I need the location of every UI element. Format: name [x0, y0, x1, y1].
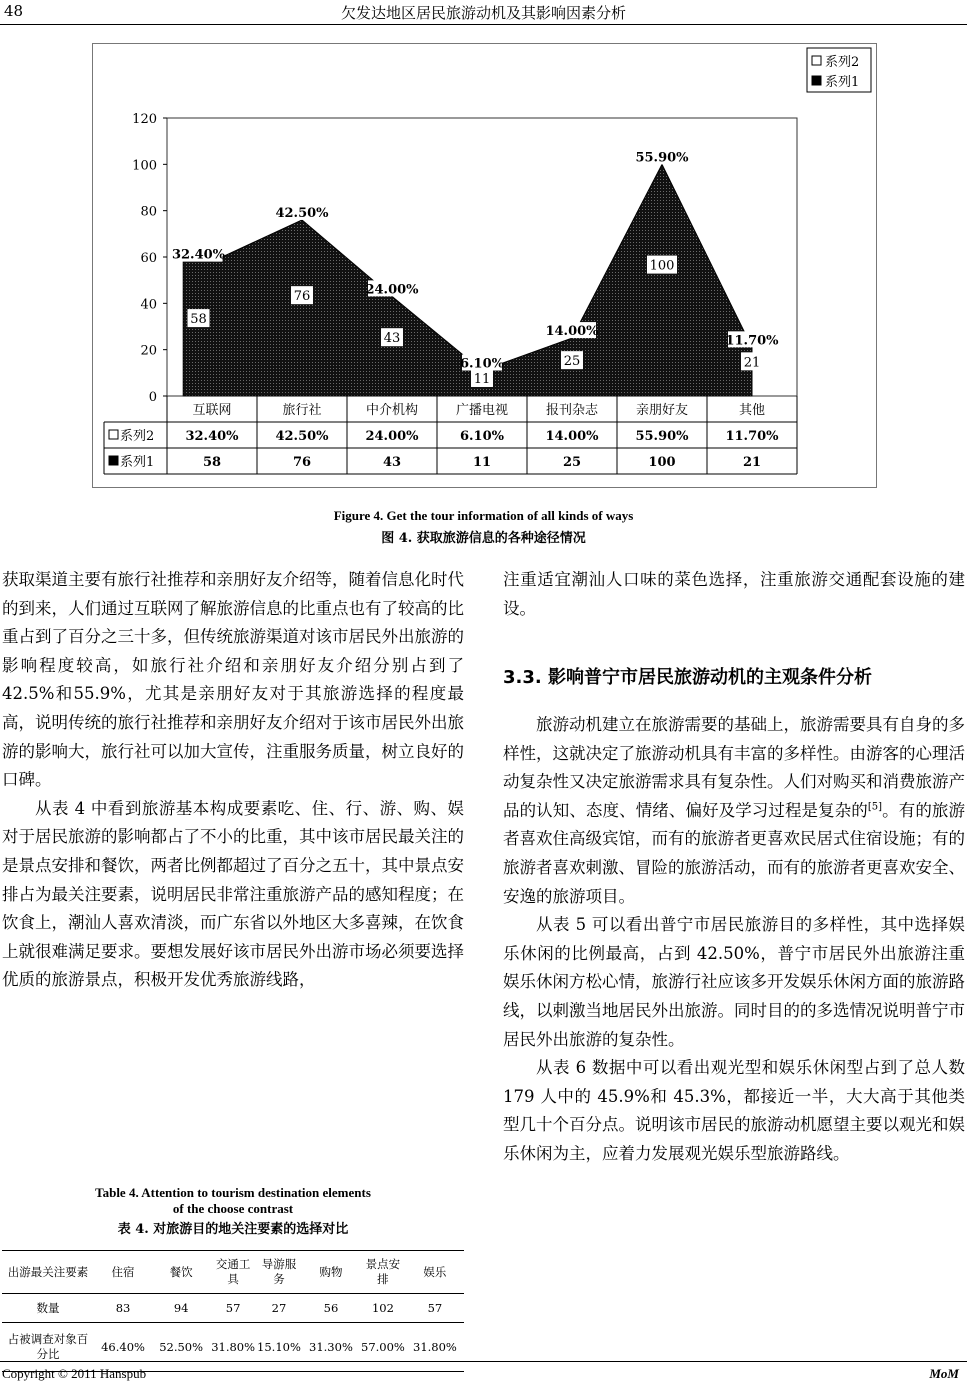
table-caption-en: of the choose contrast [172, 1201, 294, 1216]
paragraph [503, 711, 965, 911]
table-series-name: 系列2 [120, 429, 155, 444]
table-cell: 57.00% [360, 1323, 406, 1372]
section-heading: 3.3. 影响普宁市居民旅游动机的主观条件分析 [503, 667, 872, 688]
column-header: 出游最关注要素 [2, 1251, 94, 1294]
table-cell: 94 [152, 1294, 210, 1323]
data-label-series-2: 32.40% [171, 247, 226, 263]
table-cell: 15.10% [256, 1323, 302, 1372]
table-cell: 27 [256, 1294, 302, 1323]
table-cell: 52.50% [152, 1323, 210, 1372]
x-category-label: 互联网 [192, 403, 232, 418]
table-caption-en: Table 4. Attention to tourism destination elements [95, 1185, 371, 1200]
column-header: 导游服务 [256, 1251, 302, 1294]
y-tick-label: 80 [140, 204, 157, 220]
data-label-series-1: 43 [383, 331, 401, 347]
table-4 [2, 1250, 464, 1372]
x-category-label: 其他 [738, 403, 766, 418]
y-tick-label: 120 [132, 112, 157, 127]
paragraph: 注重适宜潮汕人口味的菜色选择，注重旅游交通配套设施的建设。 [503, 570, 965, 618]
paragraph: 从表 4 中看到旅游基本构成要素吃、住、行、游、购、娱对于居民旅游的影响都占了不小的比重，其中该市居民最关注的是景点安排和餐饮，两者比例都超过了百分之五十，其中景点安排占为最关注要素，说明居民非常注重旅游产品的感知程度；在饮食上，潮汕人喜欢清淡，而广东省以外地区大多喜辣，在饮食上就很难满足要求。要想发展好该市居民外出游市场必须要选择优质的旅游景点，积极开发优秀旅游线路， [2, 798, 464, 990]
table-value-series-1: 25 [562, 455, 582, 470]
data-label-series-1: 76 [293, 289, 311, 305]
data-label-series-1: 58 [190, 312, 207, 328]
legend-key-series-2 [812, 56, 821, 65]
table-value-series-2: 55.90% [635, 429, 689, 444]
table-value-series-2: 14.00% [545, 429, 599, 444]
table-cell: 57 [406, 1294, 464, 1323]
table-row [2, 1323, 464, 1372]
paragraph: 从表 6 数据中可以看出观光型和娱乐休闲型占到了总人数 179 人中的 45.9%和 45.3%，都接近一半，大大高于其他类型几十个百分点。说明该市居民的旅游动机愿望主要以观光和娱乐休闲为主，应着力发展观光娱乐型旅游路线。 [503, 1058, 965, 1163]
data-label-series-2: 24.00% [365, 282, 419, 298]
table-value-series-1: 100 [648, 455, 676, 470]
table-value-series-1: 43 [382, 455, 402, 470]
data-label-series-2: 55.90% [635, 150, 689, 166]
table-value-series-1: 11 [472, 455, 492, 470]
y-tick-label: 40 [140, 297, 157, 313]
data-label-series-1: 11 [473, 371, 491, 387]
y-tick-label: 100 [132, 158, 157, 174]
column-header: 娱乐 [406, 1251, 464, 1294]
data-label-series-2: 6.10% [459, 356, 505, 372]
table-value-series-2: 32.40% [185, 429, 239, 444]
figure-caption-en: Figure 4. Get the tour information of all kinds of ways [333, 508, 634, 523]
paragraph-text: 旅游动机建立在旅游需要的基础上，旅游需要具有自身的多样性，这就决定了旅游动机具有丰富的多样性。由游客的心理活动复杂性又决定旅游需求具有复杂性。人们对购买和消费旅游产品的认知、态度、情绪、偏好及学习过程是复杂的 [503, 715, 965, 820]
table-header-row [2, 1251, 464, 1294]
copyright: Copyright © 2011 Hanspub [2, 1366, 147, 1381]
y-tick-label: 0 [148, 390, 157, 405]
header-rule [0, 24, 967, 25]
table-value-series-1: 21 [742, 455, 762, 470]
x-category-label: 亲朋好友 [635, 403, 689, 418]
footer-rule [0, 1361, 967, 1362]
legend-key-series-1 [109, 456, 118, 465]
legend-key-series-2 [109, 430, 118, 439]
right-column [503, 711, 965, 1169]
figure-caption-zh: 图 4. 获取旅游信息的各种途径情况 [381, 531, 586, 546]
table-cell: 83 [94, 1294, 152, 1323]
column-header: 餐饮 [152, 1251, 210, 1294]
table-cell: 102 [360, 1294, 406, 1323]
table-cell: 46.40% [94, 1323, 152, 1372]
x-category-label: 报刊杂志 [545, 403, 599, 418]
x-category-label: 中介机构 [365, 403, 419, 418]
citation: [5] [867, 801, 883, 813]
table-cell: 31.30% [302, 1323, 360, 1372]
data-label-series-2: 14.00% [545, 324, 599, 340]
row-header: 占被调查对象百分比 [2, 1323, 94, 1372]
column-header: 景点安排 [360, 1251, 406, 1294]
right-column-continuation [503, 566, 965, 623]
column-header: 住宿 [94, 1251, 152, 1294]
legend-key-series-1 [812, 76, 821, 85]
figure-4-chart [92, 43, 877, 488]
data-label-series-2: 42.50% [275, 205, 329, 221]
page-number: 48 [4, 2, 24, 20]
row-header: 数量 [2, 1294, 94, 1323]
paragraph: 从表 5 可以看出普宁市居民旅游目的多样性，其中选择娱乐休闲的比例最高，占到 42.50%，普宁市居民外出旅游注重娱乐休闲方松心情，旅游行社应该多开发娱乐休闲方面的旅游路线，以刺激当地居民外出旅游。同时目的的多选情况说明普宁市居民外出旅游的复杂性。 [503, 915, 965, 1049]
table-value-series-1: 58 [202, 455, 222, 470]
table-value-series-2: 6.10% [459, 429, 505, 444]
running-title: 欠发达地区居民旅游动机及其影响因素分析 [340, 4, 626, 22]
legend-label: 系列1 [825, 75, 860, 90]
table-value-series-2: 42.50% [275, 429, 329, 444]
data-label-series-1: 21 [743, 355, 761, 371]
data-label-series-1: 25 [563, 354, 581, 370]
table-cell: 56 [302, 1294, 360, 1323]
column-header: 交通工具 [210, 1251, 256, 1294]
column-header: 购物 [302, 1251, 360, 1294]
data-label-series-1: 100 [649, 258, 675, 274]
left-column [2, 566, 464, 995]
journal-abbrev: MoM [929, 1366, 959, 1381]
x-category-label: 广播电视 [455, 403, 509, 418]
table-value-series-2: 24.00% [365, 429, 419, 444]
table-cell: 31.80% [406, 1323, 464, 1372]
x-category-label: 旅行社 [282, 403, 322, 418]
table-value-series-2: 11.70% [725, 429, 779, 444]
table-cell: 31.80% [210, 1323, 256, 1372]
paragraph: 获取渠道主要有旅行社推荐和亲朋好友介绍等，随着信息化时代的到来，人们通过互联网了解旅游信息的比重点也有了较高的比重占到了百分之三十多，但传统旅游渠道对该市居民外出旅游的影响程度较高，如旅行社介绍和亲朋好友介绍分别占到了 42.5%和55.9%，尤其是亲朋好友对于其旅游选择的程度最高，说明传统的旅行社推荐和亲朋好友介绍对于该市居民外出旅游的影响大，旅行社可以加大宣传，注重服务质量，树立良好的口碑。 [2, 570, 464, 790]
table-series-name: 系列1 [120, 455, 155, 470]
table-caption-zh: 表 4. 对旅游目的地关注要素的选择对比 [117, 1222, 349, 1237]
table-row [2, 1294, 464, 1323]
table-cell: 57 [210, 1294, 256, 1323]
legend-label: 系列2 [825, 55, 860, 70]
table-value-series-1: 76 [292, 455, 312, 470]
y-tick-label: 20 [140, 343, 157, 359]
data-label-series-2: 11.70% [725, 333, 779, 349]
y-tick-label: 60 [140, 251, 157, 266]
paragraph-text: 。有的旅游者喜欢住高级宾馆，而有的旅游者更喜欢民居式住宿设施；有的旅游者喜欢刺激、冒险的旅游活动，而有的旅游者更喜欢安全、安逸的旅游项目。 [503, 800, 966, 906]
